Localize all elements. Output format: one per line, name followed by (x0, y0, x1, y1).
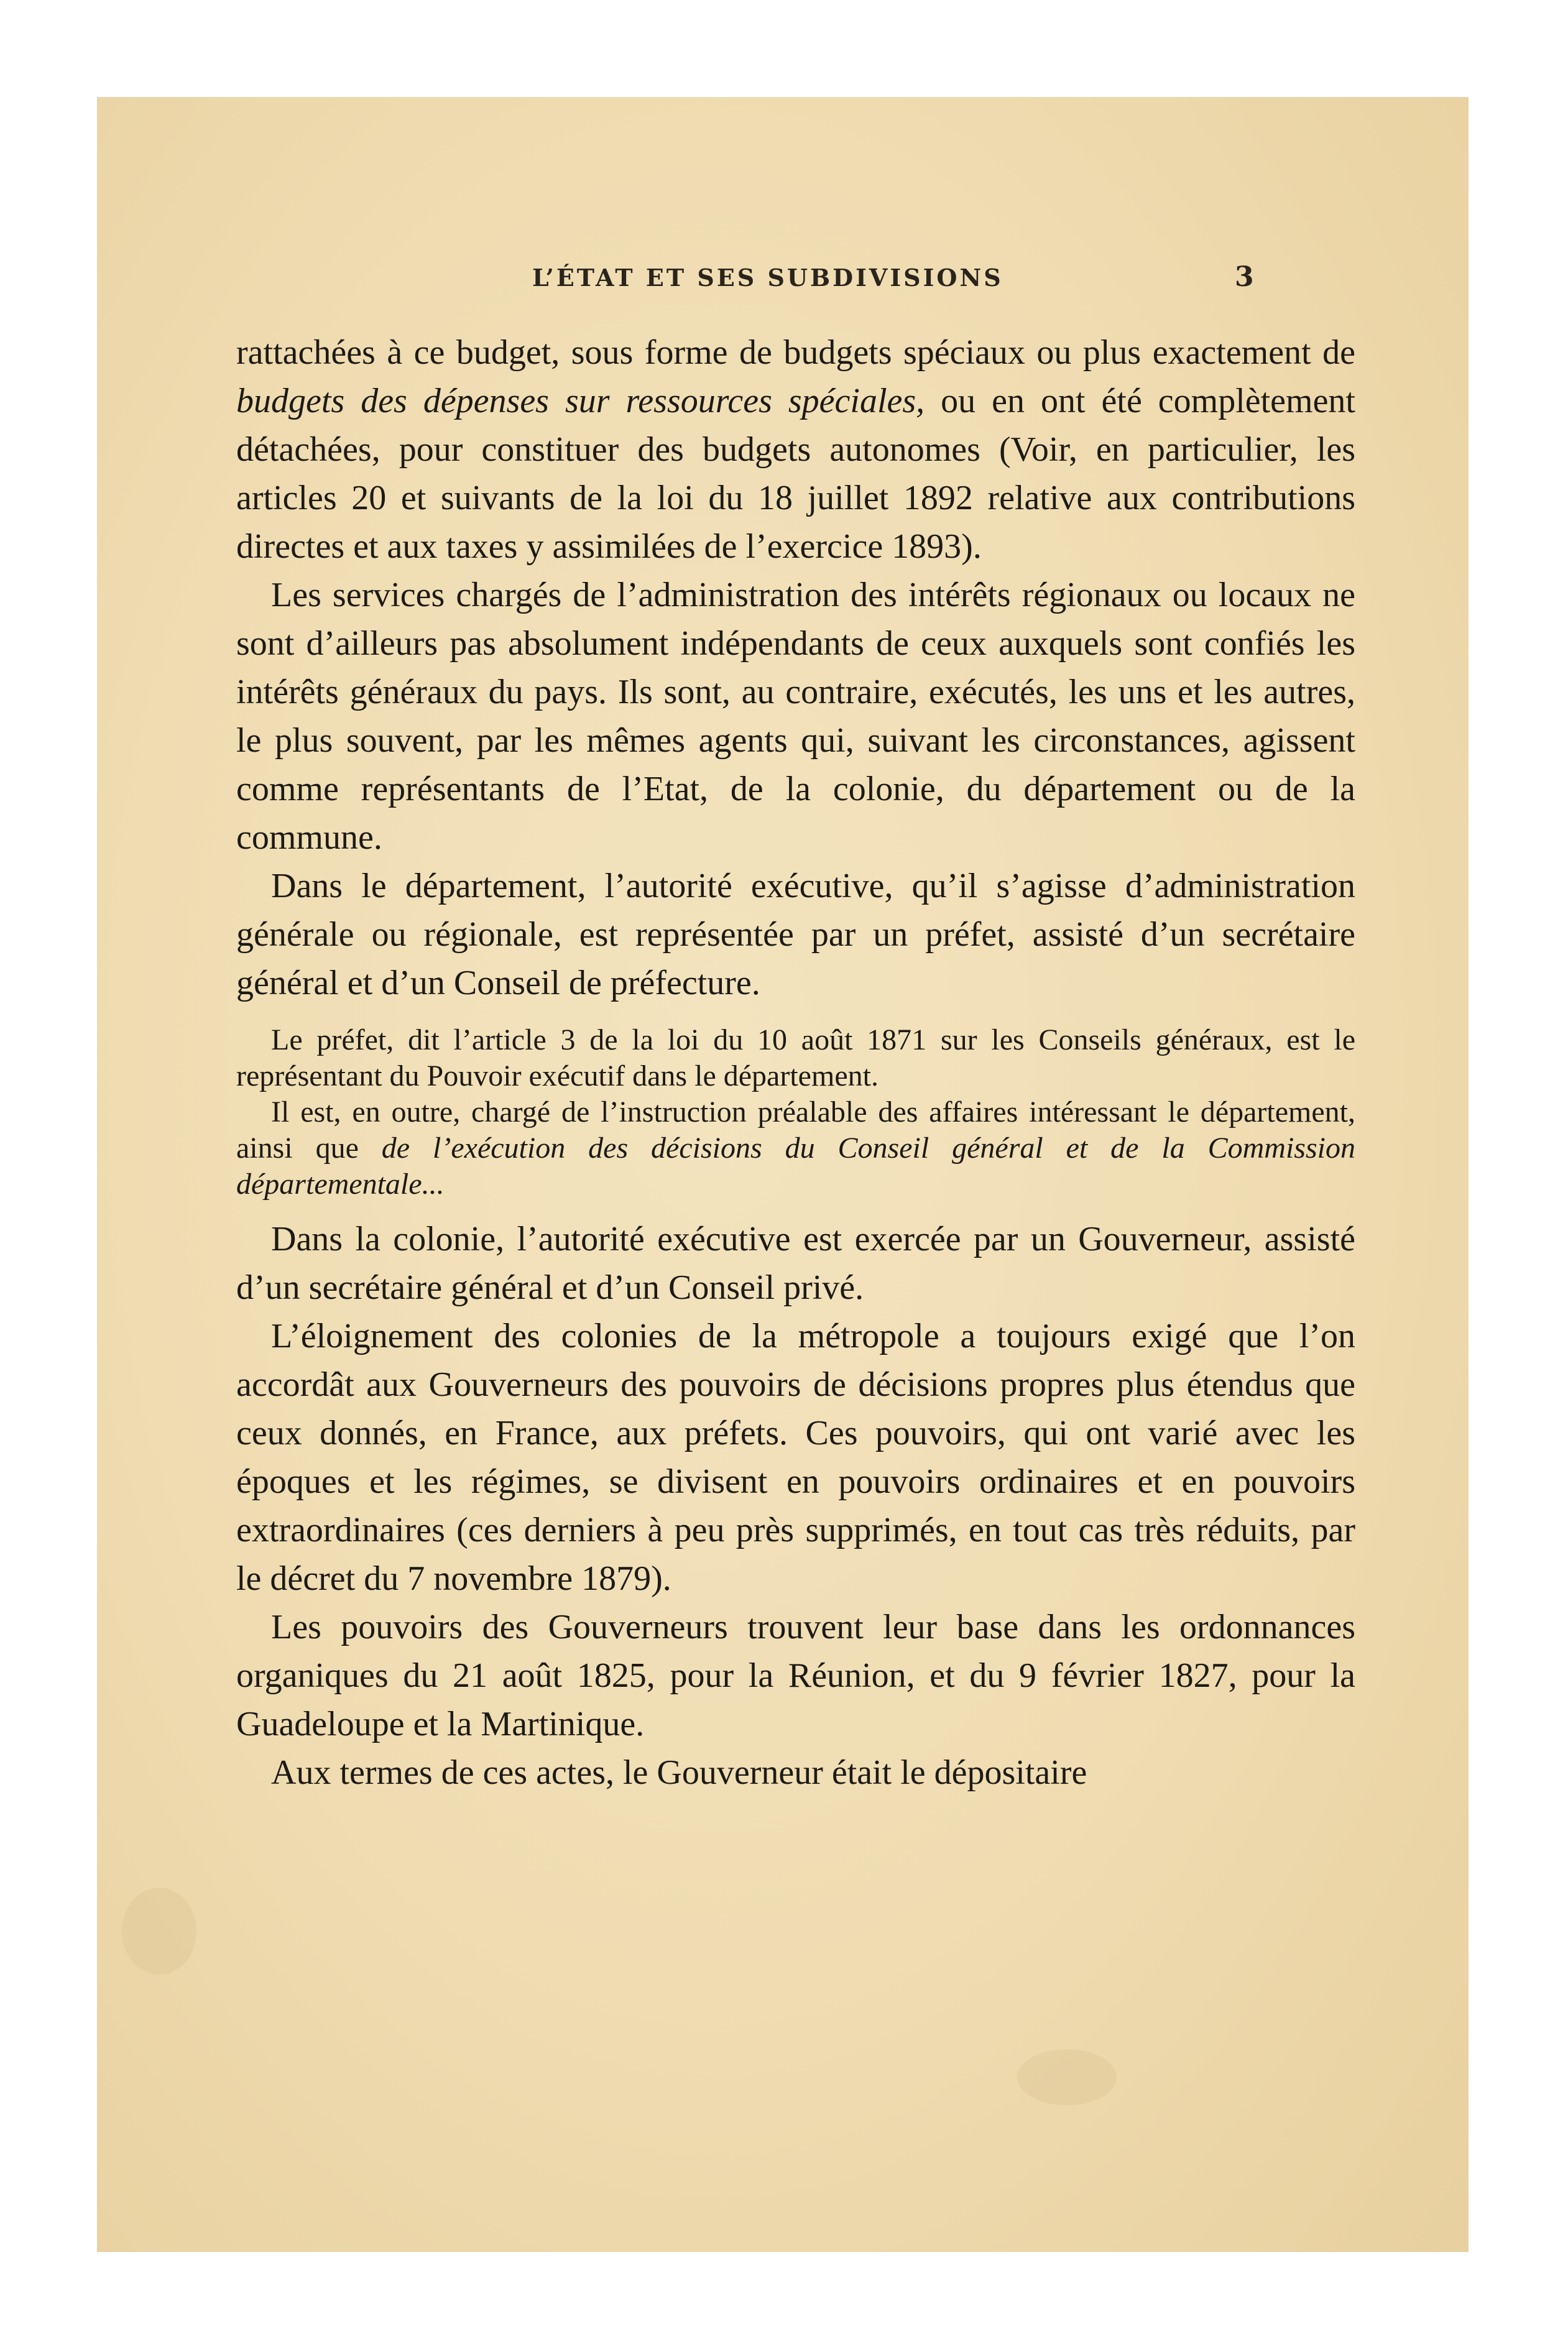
paragraph-text: ou en ont été complètement détachées, pour constituer des budgets autonomes (Voir, en particulier, les articles 20 et suivants de la loi du 18 juillet 1892 relative aux contributions directes et aux taxes y assimilées de l’exercice 1893). (236, 382, 1355, 566)
paragraph: Les services chargés de l’administration des intérêts régionaux ou locaux ne sont d’ailleurs pas absolument indépendants de ceux auxquels sont confiés les intérêts généraux du pays. Ils sont, au contraire, exécutés, les uns et les autres, le plus souvent, par les mêmes agents qui, suivant les circonstances, agissent comme représentants de l’Etat, de la colonie, du département ou de la commune. (236, 576, 1355, 857)
quote-paragraph (236, 1094, 1355, 1202)
quoted-law-excerpt (236, 1022, 1355, 1202)
paragraph: Dans le département, l’autorité exécutive, qu’il s’agisse d’administration générale ou régionale, est représentée par un préfet, assisté d’un secrétaire général et d’un Conseil de préfecture. (236, 867, 1355, 1002)
quote-text: Il est, en outre, chargé de l’instruction préalable des affaires intéressant le département, ainsi que (236, 1096, 1355, 1165)
running-title: L’ÉTAT ET SES SUBDIVISIONS (532, 264, 1003, 292)
paragraph: Les pouvoirs des Gouverneurs trouvent leur base dans les ordonnances organiques du 21 août 1825, pour la Réunion, et du 9 février 1827, pour la Guadeloupe et la Martinique. (236, 1608, 1355, 1743)
paragraph (236, 328, 1355, 571)
italic-phrase: de l’exécution des décisions du Conseil général et de la Commission départementale... (236, 1132, 1356, 1201)
paper-stain (1017, 2049, 1117, 2105)
italic-phrase: budgets des dépenses sur ressources spéciales, (236, 382, 925, 420)
paragraph: Dans la colonie, l’autorité exécutive est exercée par un Gouverneur, assisté d’un secrétaire général et d’un Conseil privé. (236, 1220, 1355, 1307)
quote-paragraph: Le préfet, dit l’article 3 de la loi du 10 août 1871 sur les Conseils généraux, est le représentant du Pouvoir exécutif dans le département. (236, 1023, 1355, 1092)
book-page (97, 97, 1469, 2252)
body-text (236, 328, 1355, 1797)
page-number: 3 (1235, 261, 1254, 293)
paragraph-text: rattachées à ce budget, sous forme de budgets spéciaux ou plus exactement de (236, 333, 1355, 372)
paragraph: Aux termes de ces actes, le Gouverneur était le dépositaire (271, 1753, 1087, 1792)
running-head (97, 261, 1469, 301)
paragraph: L’éloignement des colonies de la métropole a toujours exigé que l’on accordât aux Gouverneurs des pouvoirs de décisions propres plus étendus que ceux donnés, en France, aux préfets. Ces pouvoirs, qui ont varié avec les époques et les régimes, se divisent en pouvoirs ordinaires et en pouvoirs extraordinaires (ces derniers à peu près supprimés, en tout cas très réduits, par le décret du 7 novembre 1879). (236, 1317, 1355, 1598)
paper-stain (122, 1888, 196, 1975)
